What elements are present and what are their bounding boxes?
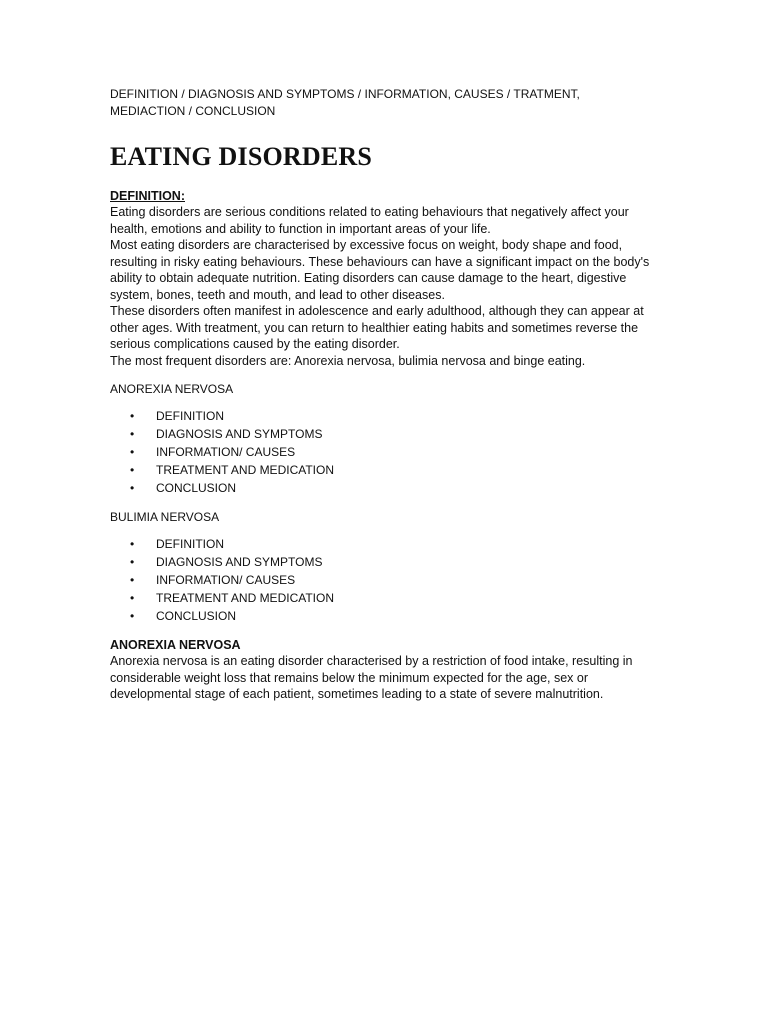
bullet-icon: • [130,573,135,587]
bullet-icon: • [130,427,135,441]
paragraph-4: The most frequent disorders are: Anorexia nervosa, bulimia nervosa and binge eating. [110,353,586,368]
bullet-icon: • [130,409,135,423]
list-item-label: DIAGNOSIS AND SYMPTOMS [156,555,323,569]
bullet-icon: • [130,481,135,495]
list-item [110,553,658,571]
list-item [110,571,658,589]
bullet-list-anorexia [110,407,658,497]
bullet-icon: • [130,463,135,477]
list-item [110,407,658,425]
header-line-1: DEFINITION / DIAGNOSIS AND SYMPTOMS / INFORMATION, CAUSES / TRATMENT, [110,87,580,101]
document-title: EATING DISORDERS [110,142,373,171]
list-item-label: CONCLUSION [156,481,237,495]
bullet-icon: • [130,609,135,623]
header-line-2: MEDIACTION / CONCLUSION [110,104,276,118]
list-item-label: TREATMENT AND MEDICATION [156,463,335,477]
list-item-label: INFORMATION/ CAUSES [156,573,296,587]
list-item [110,425,658,443]
list-item [110,589,658,607]
list-item [110,535,658,553]
list-item-label: DIAGNOSIS AND SYMPTOMS [156,427,323,441]
list-item-label: DEFINITION [156,409,224,423]
list-title-anorexia: ANOREXIA NERVOSA [110,382,234,396]
anorexia-heading: ANOREXIA NERVOSA [110,638,241,652]
list-title-bulimia: BULIMIA NERVOSA [110,510,220,524]
list-item-label: CONCLUSION [156,609,237,623]
bullet-list-bulimia [110,535,658,625]
bullet-icon: • [130,591,135,605]
bullet-icon: • [130,445,135,459]
bullet-icon: • [130,537,135,551]
paragraph-1: Eating disorders are serious conditions related to eating behaviours that negatively affect your health, emotions and ability to function in important areas of your life. [110,205,629,236]
document-page [110,86,658,703]
list-item [110,443,658,461]
list-item [110,461,658,479]
bullet-icon: • [130,555,135,569]
list-item [110,479,658,497]
anorexia-paragraph: Anorexia nervosa is an eating disorder characterised by a restriction of food intake, resulting in considerable weight loss that remains below the minimum expected for the age, sex or developmental stage of each patient, sometimes leading to a state of severe malnutrition. [110,654,633,701]
list-item-label: INFORMATION/ CAUSES [156,445,296,459]
paragraph-2: Most eating disorders are characterised by excessive focus on weight, body shape and food, resulting in risky eating behaviours. These behaviours can have a significant impact on the body's ability to obtain adequate nutrition. Eating disorders can cause damage to the heart, digestive system, bones, teeth and mouth, and lead to other diseases. [110,238,650,302]
list-item-label: DEFINITION [156,537,224,551]
paragraph-3: These disorders often manifest in adolescence and early adulthood, although they can appear at other ages. With treatment, you can return to healthier eating habits and sometimes reverse the serious complications caused by the eating disorder. [110,304,644,351]
list-item [110,607,658,625]
list-item-label: TREATMENT AND MEDICATION [156,591,335,605]
definition-heading: DEFINITION: [110,189,185,203]
